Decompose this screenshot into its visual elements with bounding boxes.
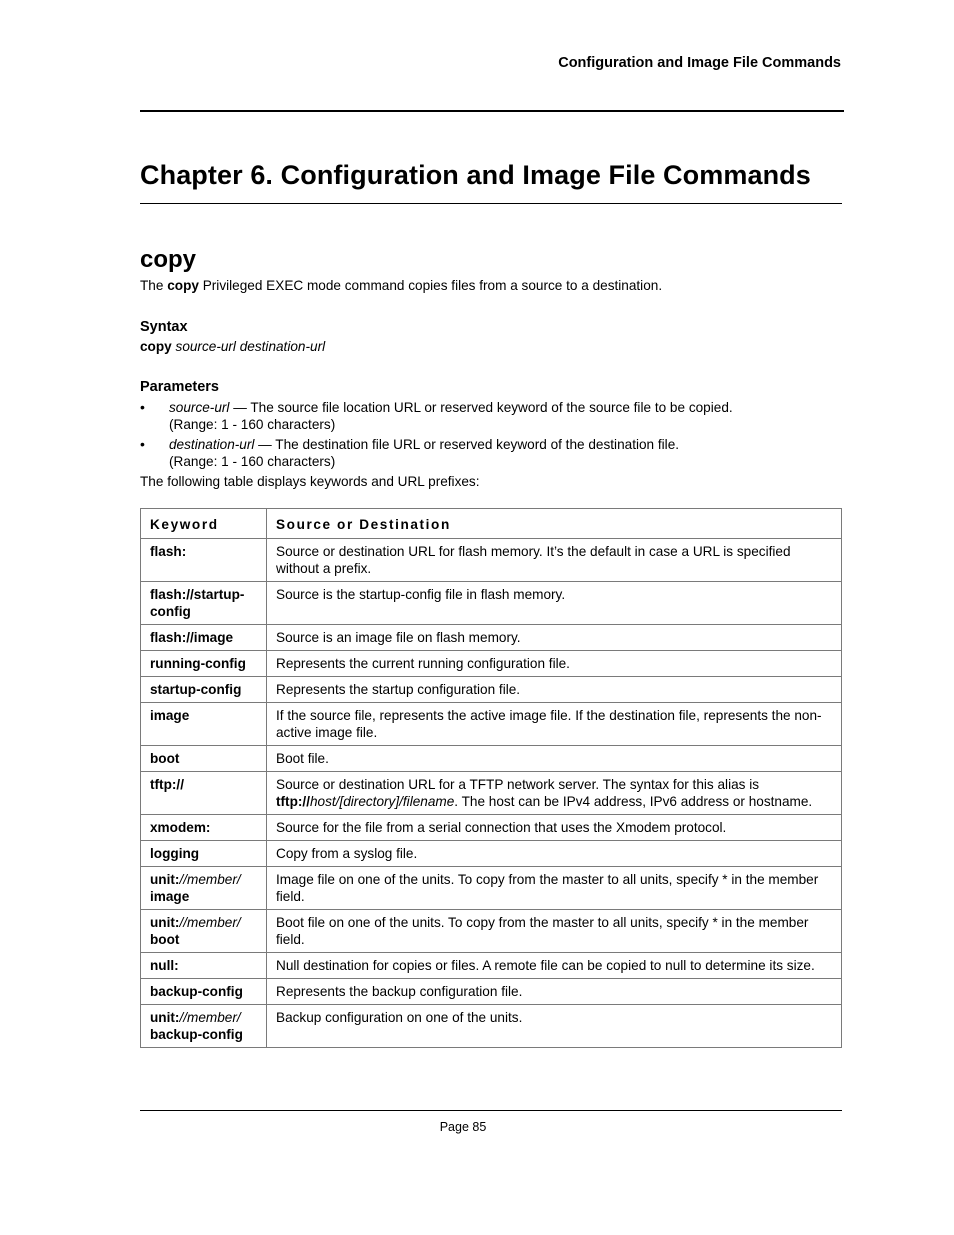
parameter-item — [169, 436, 679, 470]
description-cell: Represents the backup configuration file. — [267, 979, 842, 1005]
description-cell: Represents the startup configuration file. — [267, 677, 842, 703]
table-row — [141, 979, 842, 1005]
description-cell: Null destination for copies or files. A remote file can be copied to null to determine its size. — [267, 953, 842, 979]
keyword-cell: tftp:// — [141, 772, 267, 815]
table-row — [141, 1005, 842, 1048]
keyword-member: //member/ — [179, 1010, 241, 1025]
table-row — [141, 703, 842, 746]
command-title: copy — [140, 246, 197, 273]
keyword-suffix: backup-config — [150, 1027, 243, 1042]
keyword-prefix: unit: — [150, 872, 180, 887]
keyword-cell: boot — [141, 746, 267, 772]
syntax-command: copy — [140, 339, 172, 354]
description-text: Privileged EXEC mode command copies files from a source to a destination. — [198, 278, 663, 293]
table-row — [141, 582, 842, 625]
keyword-cell: image — [141, 703, 267, 746]
description-cell: Source or destination URL for flash memory. It’s the default in case a URL is specified without a prefix. — [267, 539, 842, 582]
keyword-cell: null: — [141, 953, 267, 979]
keyword-cell: flash://image — [141, 625, 267, 651]
description-cell — [267, 772, 842, 815]
keyword-suffix: boot — [150, 932, 180, 947]
keyword-prefix: unit: — [150, 915, 180, 930]
bullet: • — [140, 436, 145, 452]
command-description — [140, 278, 662, 293]
table-row — [141, 953, 842, 979]
description-path: host/[directory]/filename — [309, 794, 455, 809]
syntax-args: source-url destination-url — [175, 339, 326, 354]
parameter-term: source-url — [169, 400, 230, 415]
keyword-cell: startup-config — [141, 677, 267, 703]
keyword-cell: logging — [141, 841, 267, 867]
keyword-table — [140, 508, 842, 1048]
chapter-title: Chapter 6. Configuration and Image File Commands — [140, 160, 811, 190]
keyword-cell: backup-config — [141, 979, 267, 1005]
description-cell: If the source file, represents the active image file. If the destination file, represents the non-active image file. — [267, 703, 842, 746]
table-intro: The following table displays keywords and URL prefixes: — [140, 474, 480, 489]
keyword-cell — [141, 867, 267, 910]
keyword-cell — [141, 910, 267, 953]
table-row — [141, 867, 842, 910]
header-rule — [140, 110, 844, 112]
table-row — [141, 910, 842, 953]
keyword-cell: flash: — [141, 539, 267, 582]
column-header-keyword: Keyword — [141, 509, 267, 539]
parameter-item — [169, 399, 733, 433]
table-row — [141, 651, 842, 677]
parameters-heading: Parameters — [140, 379, 219, 395]
parameter-range: (Range: 1 - 160 characters) — [169, 454, 336, 469]
description-cell: Source is the startup-config file in flash memory. — [267, 582, 842, 625]
description-cell: Boot file on one of the units. To copy from the master to all units, specify * in the member field. — [267, 910, 842, 953]
keyword-cell — [141, 1005, 267, 1048]
running-header: Configuration and Image File Commands — [558, 55, 841, 71]
table-row — [141, 677, 842, 703]
description-cell: Image file on one of the units. To copy from the master to all units, specify * in the member field. — [267, 867, 842, 910]
description-text: . The host can be IPv4 address, IPv6 address or hostname. — [454, 794, 813, 809]
description-command: copy — [167, 278, 199, 293]
parameter-text: — The source file location URL or reserved keyword of the source file to be copied. — [229, 400, 733, 415]
chapter-rule — [140, 203, 842, 204]
parameter-text: — The destination file URL or reserved keyword of the destination file. — [254, 437, 680, 452]
description-alias: tftp:// — [276, 794, 310, 809]
table-row — [141, 772, 842, 815]
keyword-member: //member/ — [179, 915, 241, 930]
column-header-source: Source or Destination — [267, 509, 842, 539]
parameter-range: (Range: 1 - 160 characters) — [169, 417, 336, 432]
table-row — [141, 746, 842, 772]
footer-rule — [140, 1110, 842, 1111]
description-cell: Backup configuration on one of the units. — [267, 1005, 842, 1048]
table-row — [141, 625, 842, 651]
table-row — [141, 815, 842, 841]
description-cell: Source is an image file on flash memory. — [267, 625, 842, 651]
parameter-term: destination-url — [169, 437, 255, 452]
description-text: Source or destination URL for a TFTP network server. The syntax for this alias is — [276, 777, 760, 792]
description-cell: Boot file. — [267, 746, 842, 772]
description-cell: Source for the file from a serial connection that uses the Xmodem protocol. — [267, 815, 842, 841]
keyword-prefix: unit: — [150, 1010, 180, 1025]
keyword-member: //member/ — [179, 872, 241, 887]
bullet: • — [140, 399, 145, 415]
keyword-suffix: image — [150, 889, 190, 904]
syntax-line — [140, 339, 325, 354]
table-header-row — [141, 509, 842, 539]
keyword-cell: flash://startup-config — [141, 582, 267, 625]
page-number: Page 85 — [439, 1120, 487, 1134]
table-row — [141, 539, 842, 582]
syntax-heading: Syntax — [140, 319, 188, 335]
keyword-cell: running-config — [141, 651, 267, 677]
description-text: The — [140, 278, 168, 293]
description-cell: Represents the current running configuration file. — [267, 651, 842, 677]
table-row — [141, 841, 842, 867]
description-cell: Copy from a syslog file. — [267, 841, 842, 867]
keyword-cell: xmodem: — [141, 815, 267, 841]
